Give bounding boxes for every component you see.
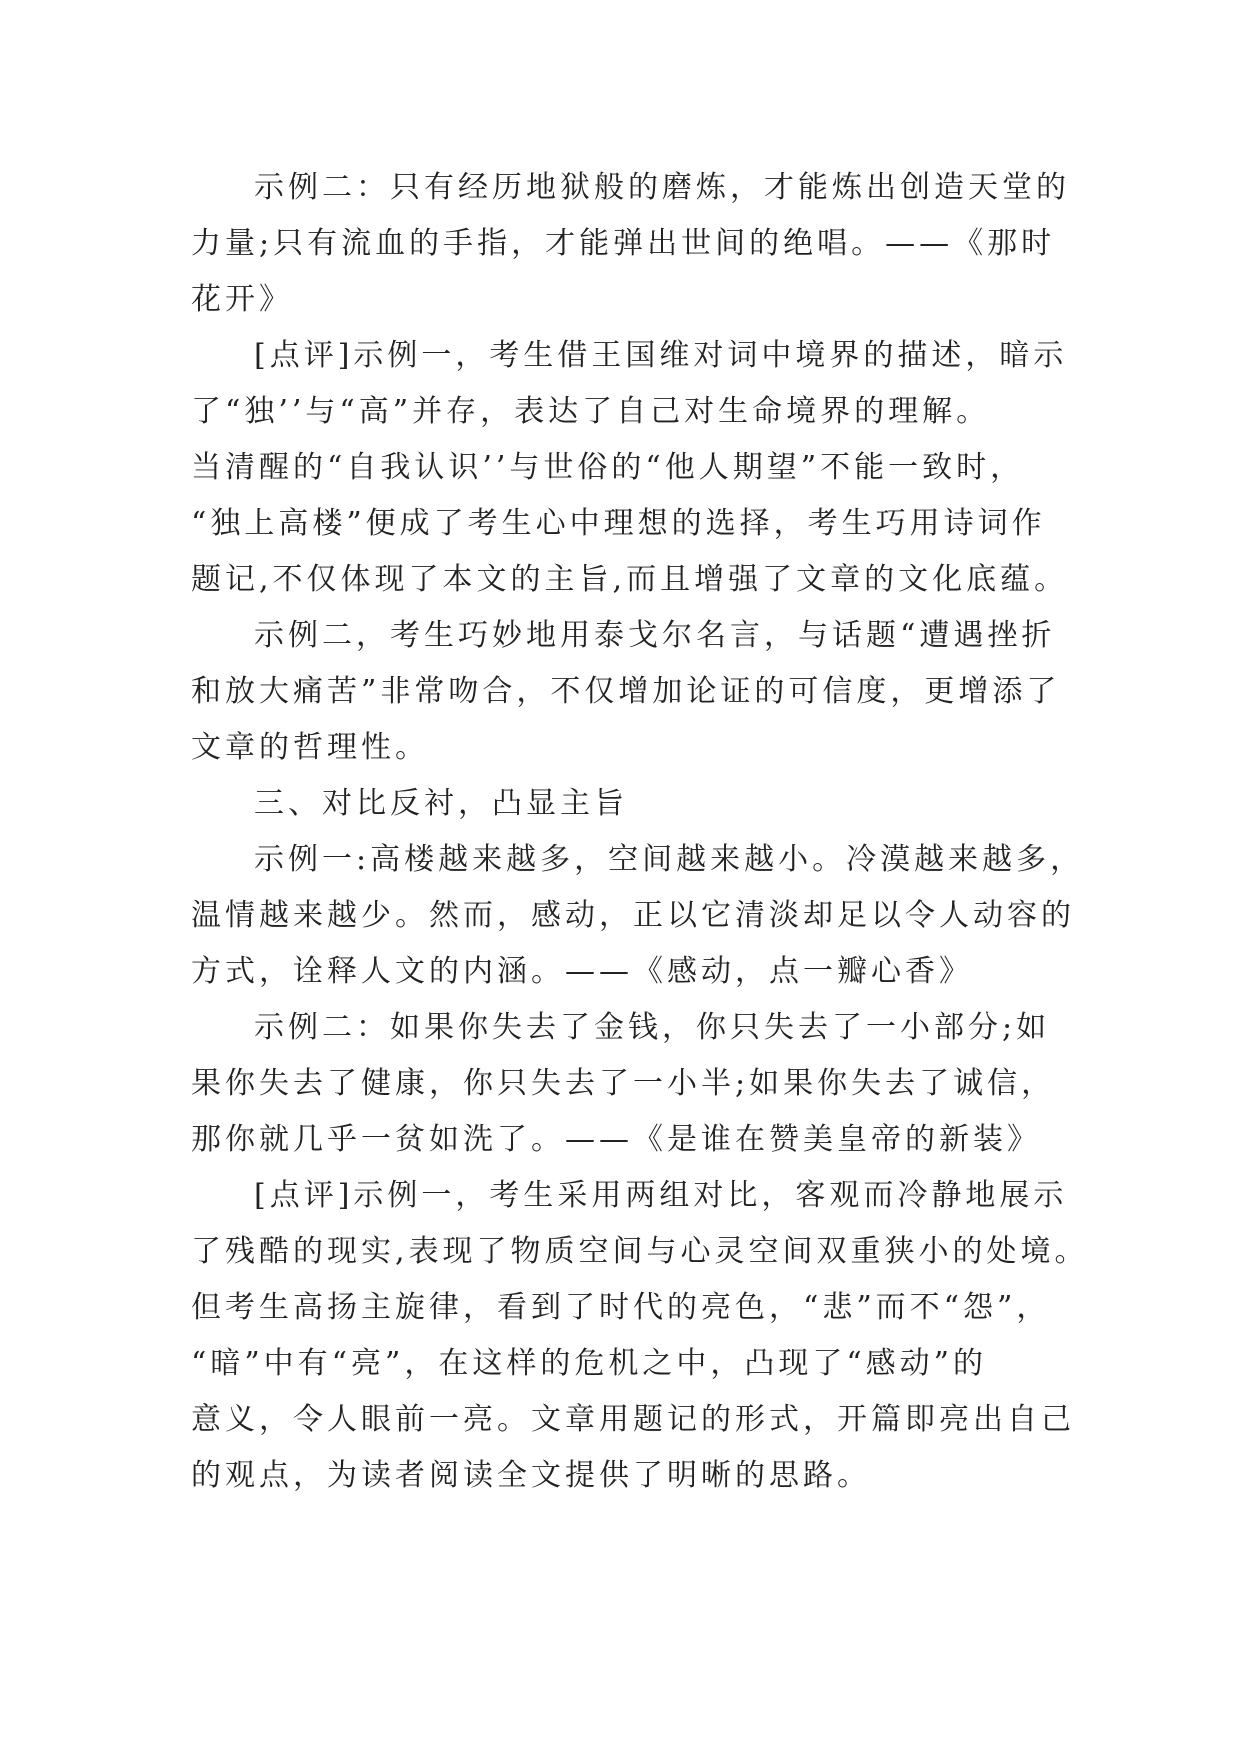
text-line: 文章的哲理性。: [191, 730, 429, 765]
text-line: [点评]示例一，考生采用两组对比，客观而冷静地展示: [254, 1178, 1068, 1213]
text-line: 示例二，考生巧妙地用泰戈尔名言，与话题“遭遇挫折: [254, 618, 1056, 653]
text-line: 温情越来越少。然而，感动，正以它清淡却足以令人动容的: [191, 898, 1075, 933]
paragraph-comment-contrast: [191, 1168, 1091, 1504]
text-line: 方式，诠释人文的内涵。——《感动，点一瓣心香》: [191, 954, 973, 989]
paragraph-example-two-money: [191, 1000, 1091, 1168]
text-line: 意义，令人眼前一亮。文章用题记的形式，开篇即亮出自己: [191, 1402, 1075, 1437]
text-line: “独上高楼”便成了考生心中理想的选择，考生巧用诗词作: [191, 506, 1046, 541]
paragraph-example-two-hell: [191, 160, 1091, 328]
text-line: 的观点，为读者阅读全文提供了明晰的思路。: [191, 1458, 871, 1493]
paragraph-comment-two-tagore: [191, 608, 1091, 776]
text-line: 当清醒的“自我认识’’与世俗的“他人期望”不能一致时，: [191, 450, 1025, 485]
text-line: 和放大痛苦”非常吻合，不仅增加论证的可信度，更增添了: [191, 674, 1061, 709]
text-line: 了“独’’与“高”并存，表达了自己对生命境界的理解。: [191, 394, 991, 429]
text-line: 了残酷的现实,表现了物质空间与心灵空间双重狭小的处境。: [191, 1234, 1089, 1269]
text-line: 花开》: [191, 282, 293, 317]
text-line: 示例二：只有经历地狱般的磨炼，才能炼出创造天堂的: [254, 170, 1070, 205]
text-line: 果你失去了健康，你只失去了一小半;如果你失去了诚信，: [191, 1066, 1056, 1101]
text-line: 三、对比反衬，凸显主旨: [254, 786, 628, 821]
text-line: [点评]示例一，考生借王国维对词中境界的描述，暗示: [254, 338, 1068, 373]
text-line: 题记,不仅体现了本文的主旨,而且增强了文章的文化底蕴。: [191, 562, 1069, 597]
text-line: 那你就几乎一贫如洗了。——《是谁在赞美皇帝的新装》: [191, 1122, 1041, 1157]
paragraph-comment-one: [191, 328, 1091, 608]
section-heading-contrast: [191, 776, 1091, 832]
text-line: 示例二：如果你失去了金钱，你只失去了一小部分;如: [254, 1010, 1051, 1045]
text-line: 力量;只有流血的手指，才能弹出世间的绝唱。——《那时: [191, 226, 1056, 261]
text-line: 示例一:高楼越来越多，空间越来越小。冷漠越来越多，: [254, 842, 1085, 877]
paragraph-example-one-buildings: [191, 832, 1091, 1000]
document-body: [191, 160, 1091, 1504]
text-line: “暗”中有“亮”，在这样的危机之中，凸现了“感动”的: [191, 1346, 988, 1381]
text-line: 但考生高扬主旋律，看到了时代的亮色，“悲”而不“怨”，: [191, 1290, 1051, 1325]
